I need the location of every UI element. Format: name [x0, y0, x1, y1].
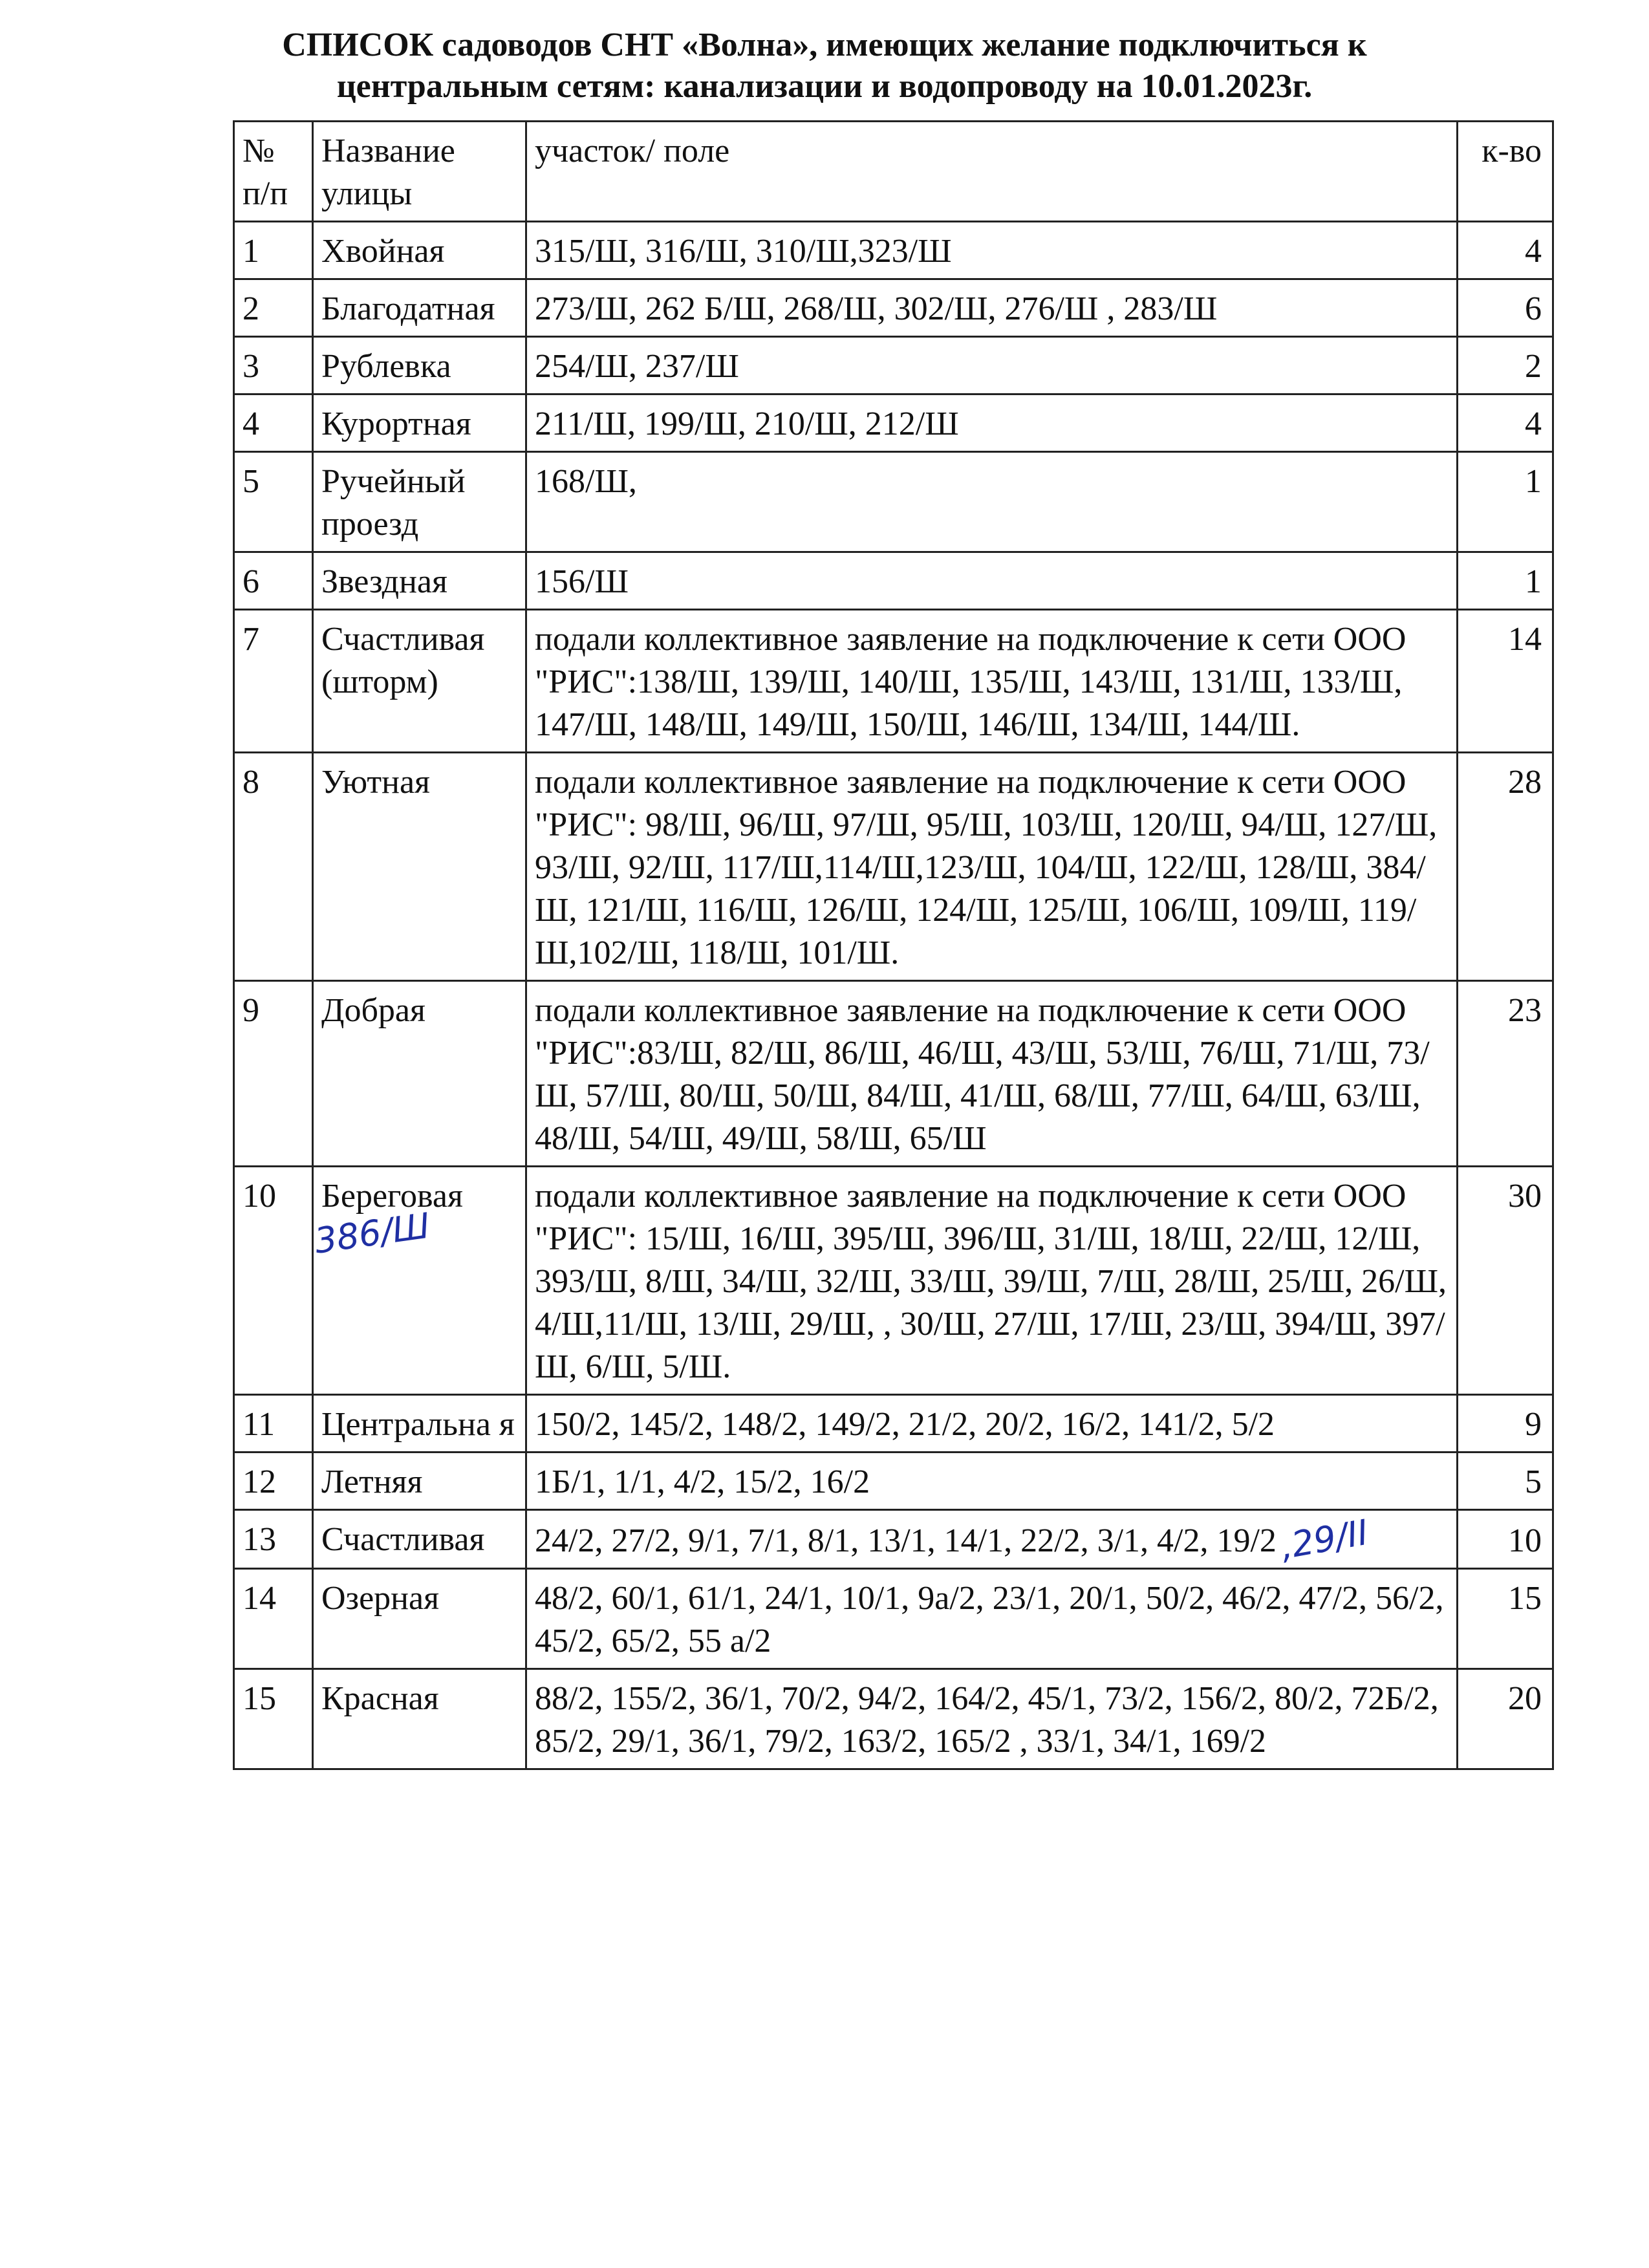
- handwritten-plot-note: 386/Ш: [312, 1205, 433, 1262]
- plot-count: 5: [1458, 1453, 1553, 1510]
- street-name: Центральна я: [313, 1395, 526, 1453]
- row-number: 7: [234, 610, 313, 753]
- plots-cell: [526, 1510, 1458, 1569]
- street-name: Уютная: [313, 753, 526, 981]
- plot-count: 10: [1458, 1510, 1553, 1569]
- plot-count: 15: [1458, 1569, 1553, 1669]
- table-row: [234, 1510, 1553, 1569]
- plot-count: 9: [1458, 1395, 1553, 1453]
- header-quantity: к-во: [1458, 122, 1553, 222]
- row-number: 12: [234, 1453, 313, 1510]
- table-row: [234, 452, 1553, 552]
- row-number: 2: [234, 279, 313, 337]
- row-number: 5: [234, 452, 313, 552]
- plot-count: 4: [1458, 394, 1553, 452]
- table-row: [234, 279, 1553, 337]
- plot-count: 6: [1458, 279, 1553, 337]
- row-number: 15: [234, 1669, 313, 1769]
- row-number: 13: [234, 1510, 313, 1569]
- table-row: [234, 222, 1553, 279]
- street-name: Красная: [313, 1669, 526, 1769]
- plots-list: подали коллективное заявление на подключение к сети ООО "РИС": 98/Ш, 96/Ш, 97/Ш, 95/Ш, 103/Ш, 120/Ш, 94/Ш, 127/Ш, 93/Ш, 92/Ш, 117/Ш,114/Ш,123/Ш, 104/Ш, 122/Ш, 128/Ш, 384/Ш, 121/Ш, 116/Ш, 126/Ш, 124/Ш, 125/Ш, 106/Ш, 109/Ш, 119/Ш,102/Ш, 118/Ш, 101/Ш.: [526, 753, 1458, 981]
- plot-count: 23: [1458, 981, 1553, 1167]
- row-number: 1: [234, 222, 313, 279]
- plot-count: 14: [1458, 610, 1553, 753]
- plots-list: 156/Ш: [526, 552, 1458, 610]
- plot-count: 4: [1458, 222, 1553, 279]
- plots-list: 254/Ш, 237/Ш: [526, 337, 1458, 394]
- table-header-row: [234, 122, 1553, 222]
- table-row: [234, 1167, 1553, 1395]
- plots-list: 24/2, 27/2, 9/1, 7/1, 8/1, 13/1, 14/1, 22/2, 3/1, 4/2, 19/2: [535, 1522, 1277, 1559]
- street-name: Звездная: [313, 552, 526, 610]
- street-name: Рублевка: [313, 337, 526, 394]
- table-row: [234, 610, 1553, 753]
- plot-count: 1: [1458, 552, 1553, 610]
- row-number: 14: [234, 1569, 313, 1669]
- table-row: [234, 1395, 1553, 1453]
- plot-count: 1: [1458, 452, 1553, 552]
- plot-count: 2: [1458, 337, 1553, 394]
- plots-list: подали коллективное заявление на подключение к сети ООО "РИС": 15/Ш, 16/Ш, 395/Ш, 396/Ш, 31/Ш, 18/Ш, 22/Ш, 12/Ш, 393/Ш, 8/Ш, 34/Ш, 32/Ш, 33/Ш, 39/Ш, 7/Ш, 28/Ш, 25/Ш, 26/Ш, 4/Ш,11/Ш, 13/Ш, 29/Ш, , 30/Ш, 27/Ш, 17/Ш, 23/Ш, 394/Ш, 397/Ш, 6/Ш, 5/Ш.: [526, 1167, 1458, 1395]
- street-name: Ручейный проезд: [313, 452, 526, 552]
- street-name: Добрая: [313, 981, 526, 1167]
- plot-count: 20: [1458, 1669, 1553, 1769]
- plots-list: 315/Ш, 316/Ш, 310/Ш,323/Ш: [526, 222, 1458, 279]
- plots-list: подали коллективное заявление на подключение к сети ООО "РИС":138/Ш, 139/Ш, 140/Ш, 135/Ш, 143/Ш, 131/Ш, 133/Ш, 147/Ш, 148/Ш, 149/Ш, 150/Ш, 146/Ш, 134/Ш, 144/Ш.: [526, 610, 1458, 753]
- table-row: [234, 981, 1553, 1167]
- header-street: Название улицы: [313, 122, 526, 222]
- plots-list: 1Б/1, 1/1, 4/2, 15/2, 16/2: [526, 1453, 1458, 1510]
- street-name: Счастливая (шторм): [313, 610, 526, 753]
- document-title: [194, 25, 1455, 107]
- street-name: Озерная: [313, 1569, 526, 1669]
- street-name: Хвойная: [313, 222, 526, 279]
- plots-list: 88/2, 155/2, 36/1, 70/2, 94/2, 164/2, 45/1, 73/2, 156/2, 80/2, 72Б/2, 85/2, 29/1, 36/1, 79/2, 163/2, 165/2 , 33/1, 34/1, 169/2: [526, 1669, 1458, 1769]
- table-row: [234, 753, 1553, 981]
- header-number: № п/п: [234, 122, 313, 222]
- street-name: Благодатная: [313, 279, 526, 337]
- street-cell: [313, 1167, 526, 1395]
- handwritten-plot-note: ,29/II: [1277, 1511, 1372, 1568]
- title-line-2: центральным сетям: канализации и водопроводу на 10.01.2023г.: [336, 68, 1313, 105]
- plots-list: подали коллективное заявление на подключение к сети ООО "РИС":83/Ш, 82/Ш, 86/Ш, 46/Ш, 43/Ш, 53/Ш, 76/Ш, 71/Ш, 73/Ш, 57/Ш, 80/Ш, 50/Ш, 84/Ш, 41/Ш, 68/Ш, 77/Ш, 64/Ш, 63/Ш, 48/Ш, 54/Ш, 49/Ш, 58/Ш, 65/Ш: [526, 981, 1458, 1167]
- table-row: [234, 1453, 1553, 1510]
- row-number: 11: [234, 1395, 313, 1453]
- plots-list: 48/2, 60/1, 61/1, 24/1, 10/1, 9а/2, 23/1, 20/1, 50/2, 46/2, 47/2, 56/2, 45/2, 65/2, 55 а/2: [526, 1569, 1458, 1669]
- table-row: [234, 394, 1553, 452]
- street-name: Курортная: [313, 394, 526, 452]
- plot-count: 30: [1458, 1167, 1553, 1395]
- street-name: Счастливая: [313, 1510, 526, 1569]
- table-row: [234, 337, 1553, 394]
- street-name: Летняя: [313, 1453, 526, 1510]
- plot-count: 28: [1458, 753, 1553, 981]
- table-row: [234, 552, 1553, 610]
- gardeners-table: [233, 120, 1554, 1770]
- street-name: Береговая: [321, 1178, 463, 1215]
- row-number: 8: [234, 753, 313, 981]
- row-number: 4: [234, 394, 313, 452]
- row-number: 10: [234, 1167, 313, 1395]
- row-number: 6: [234, 552, 313, 610]
- title-line-1: СПИСОК садоводов СНТ «Волна», имеющих желание подключиться к: [282, 27, 1367, 63]
- row-number: 3: [234, 337, 313, 394]
- plots-list: 211/Ш, 199/Ш, 210/Ш, 212/Ш: [526, 394, 1458, 452]
- row-number: 9: [234, 981, 313, 1167]
- plots-list: 273/Ш, 262 Б/Ш, 268/Ш, 302/Ш, 276/Ш , 283/Ш: [526, 279, 1458, 337]
- table-row: [234, 1569, 1553, 1669]
- header-plots: участок/ поле: [526, 122, 1458, 222]
- table-row: [234, 1669, 1553, 1769]
- plots-list: 150/2, 145/2, 148/2, 149/2, 21/2, 20/2, 16/2, 141/2, 5/2: [526, 1395, 1458, 1453]
- plots-list: 168/Ш,: [526, 452, 1458, 552]
